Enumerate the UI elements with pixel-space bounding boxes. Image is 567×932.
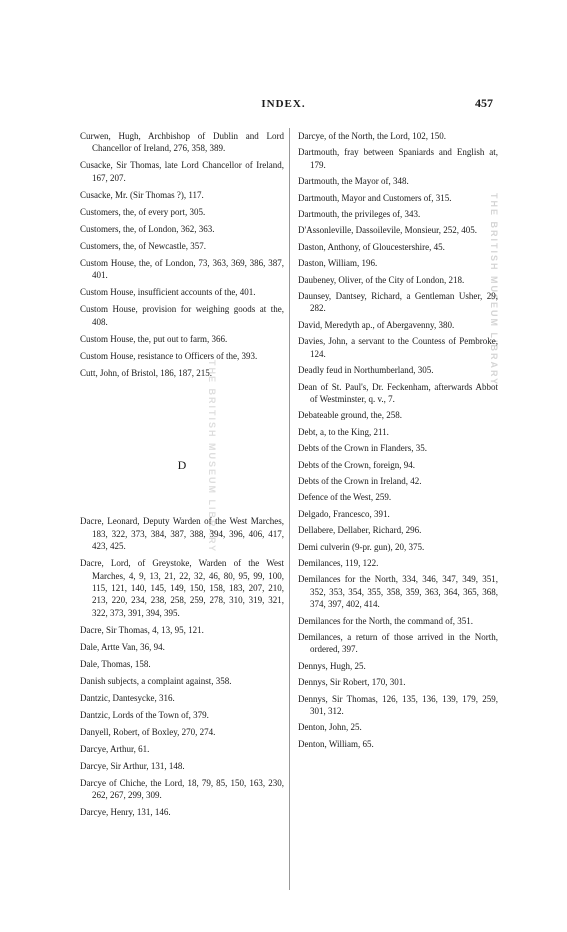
column-divider [289, 128, 290, 890]
index-entry: Dacre, Leonard, Deputy Warden of the West Marches, 183, 322, 373, 384, 387, 388, 394, 396, 406, 417, 423, 425. [80, 516, 284, 552]
index-entry: Dartmouth, Mayor and Customers of, 315. [298, 192, 452, 203]
index-entry: Dartmouth, the Mayor of, 348. [298, 176, 409, 187]
section-letter: D [177, 458, 187, 473]
index-entry: Darcye, Arthur, 61. [80, 743, 150, 754]
index-entry: Denton, John, 25. [298, 722, 362, 733]
index-entry: Debts of the Crown, foreign, 94. [298, 459, 415, 470]
index-entry: Dacre, Lord, of Greystoke, Warden of the West Marches, 4, 9, 13, 21, 22, 32, 46, 80, 95, 99, 100, 115, 121, 140, 145, 149, 150, 158, 183, 207, 210, 213, 220, 234, 238, 258, 259, 278, 310, 319, 321, 322, 373, 391, 394, 395. [80, 558, 284, 618]
index-entry: Customers, the, of every port, 305. [80, 206, 206, 217]
index-entry: Daston, Anthony, of Gloucestershire, 45. [298, 241, 445, 252]
index-entry: Cusacke, Sir Thomas, late Lord Chancellor of Ireland, 167, 207. [80, 160, 284, 183]
index-entry: Custom House, provision for weighing goods at the, 408. [80, 304, 284, 327]
index-entry: Delgado, Francesco, 391. [298, 508, 390, 519]
index-entry: Darcye, Sir Arthur, 131, 148. [80, 760, 185, 771]
index-entry: Dellabere, Dellaber, Richard, 296. [298, 525, 422, 536]
index-entry: Customers, the, of London, 362, 363. [80, 223, 215, 234]
index-entry: Custom House, the, of London, 73, 363, 369, 386, 387, 401. [80, 257, 284, 281]
index-entry: Dacre, Sir Thomas, 4, 13, 95, 121. [80, 624, 204, 635]
stamp-text: THE BRITISH MUSEUM LIBRARY [207, 360, 217, 554]
index-entry: Dennys, Sir Thomas, 126, 135, 136, 139, 179, 259, 301, 312. [298, 693, 498, 717]
index-entry: Dartmouth, the privileges of, 343. [298, 209, 421, 220]
index-entry: Dennys, Hugh, 25. [298, 660, 366, 671]
index-entry: Debateable ground, the, 258. [298, 410, 402, 421]
index-entry: Customers, the, of Newcastle, 357. [80, 240, 206, 251]
index-entry: Davies, John, a servant to the Countess of Pembroke, 124. [298, 336, 498, 359]
index-entry: Daubeney, Oliver, of the City of London, 218. [298, 274, 465, 285]
index-entry: Defence of the West, 259. [298, 492, 392, 503]
index-entry: Dean of St. Paul's, Dr. Feckenham, afterwards Abbot of Westminster, q. v., 7. [298, 381, 498, 404]
index-entry: David, Meredyth ap., of Abergavenny, 380. [298, 319, 455, 330]
index-entry: Dantzic, Lords of the Town of, 379. [80, 709, 209, 720]
index-entry: Debts of the Crown in Flanders, 35. [298, 443, 427, 454]
index-entry: Dennys, Sir Robert, 170, 301. [298, 677, 406, 688]
index-entry: D'Assonleville, Dassoilevile, Monsieur, 252, 405. [298, 225, 477, 236]
index-entry: Denton, William, 65. [298, 738, 374, 749]
index-entry: Danish subjects, a complaint against, 358. [80, 675, 232, 686]
index-entry: Dartmouth, fray between Spaniards and English at, 179. [298, 147, 498, 170]
index-entry: Darcye, of the North, the Lord, 102, 150. [298, 131, 446, 141]
stamp-text: THE BRITISH MUSEUM LIBRARY [489, 193, 499, 387]
index-entry: Darcye, Henry, 131, 146. [80, 807, 171, 818]
index-entry: Dale, Thomas, 158. [80, 658, 151, 669]
index-entry: Dantzic, Dantesycke, 316. [80, 692, 175, 703]
index-entry: Demilances, a return of those arrived in the North, ordered, 397. [298, 632, 498, 655]
page-title: INDEX. [261, 98, 306, 110]
index-entry: Debt, a, to the King, 211. [298, 426, 389, 437]
index-entry: Daunsey, Dantsey, Richard, a Gentleman Usher, 29, 282. [298, 291, 498, 314]
index-entry: Curwen, Hugh, Archbishop of Dublin and Lord Chancellor of Ireland, 276, 358, 389. [80, 131, 284, 154]
right-column [298, 130, 498, 754]
left-column [80, 130, 284, 823]
page-number: 457 [475, 96, 493, 110]
index-entry: Deadly feud in Northumberland, 305. [298, 365, 434, 376]
index-entry: Custom House, insufficient accounts of the, 401. [80, 287, 256, 298]
index-entry: Debts of the Crown in Ireland, 42. [298, 475, 422, 486]
index-entry: Dale, Artte Van, 36, 94. [80, 641, 165, 652]
entries-bottom [80, 515, 284, 818]
index-entry: Daston, William, 196. [298, 258, 378, 269]
index-entry: Demilances for the North, the command of, 351. [298, 615, 473, 626]
index-entry: Darcye of Chiche, the Lord, 18, 79, 85, 150, 163, 230, 262, 267, 299, 309. [80, 777, 284, 801]
entries-top [80, 130, 284, 379]
index-entry: Demilances for the North, 334, 346, 347, 349, 351, 352, 353, 354, 355, 358, 359, 363, 364, 365, 368, 374, 397, 402, 414. [298, 574, 498, 610]
index-entry: Custom House, the, put out to farm, 366. [80, 333, 228, 344]
index-entry: Custom House, resistance to Officers of the, 393. [80, 350, 258, 361]
index-entry: Cusacke, Mr. (Sir Thomas ?), 117. [80, 189, 204, 200]
index-entry: Demilances, 119, 122. [298, 557, 379, 568]
index-entry: Danyell, Robert, of Boxley, 270, 274. [80, 726, 216, 737]
index-entry: Demi culverin (9-pr. gun), 20, 375. [298, 541, 425, 552]
index-entry: Cutt, John, of Bristol, 186, 187, 215. [80, 367, 213, 378]
